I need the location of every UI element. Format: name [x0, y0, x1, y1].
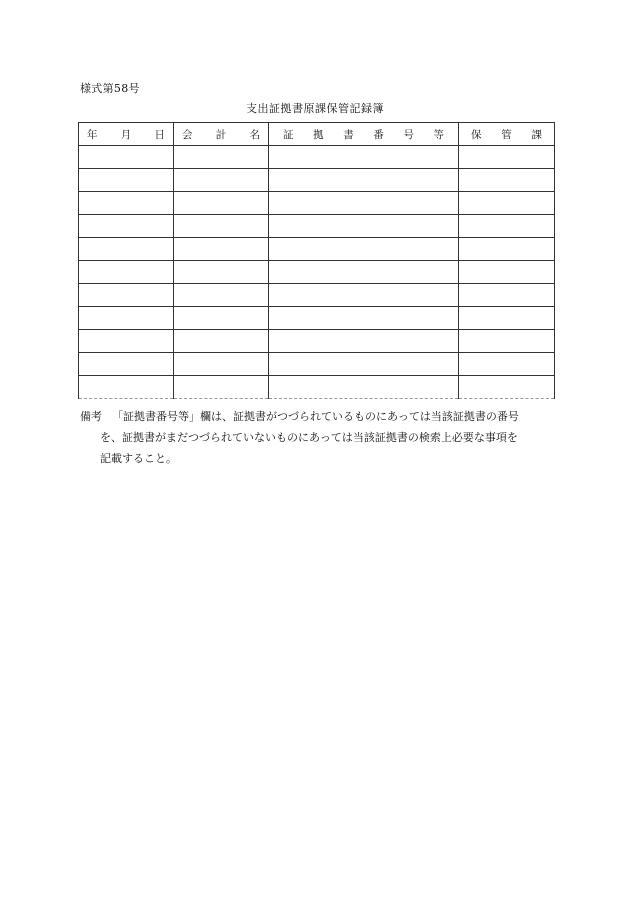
header-char: 書 — [343, 128, 354, 141]
cell-account-name[interactable] — [174, 238, 269, 261]
cell-voucher-number[interactable] — [269, 376, 459, 399]
cell-custody-section[interactable] — [459, 284, 555, 307]
table-row — [79, 215, 555, 238]
table-row — [79, 238, 555, 261]
cell-custody-section[interactable] — [459, 215, 555, 238]
header-account-name — [174, 123, 269, 146]
cell-custody-section[interactable] — [459, 353, 555, 376]
header-char: 保 — [471, 128, 482, 141]
header-char: 日 — [154, 128, 165, 141]
ledger-body — [79, 146, 555, 399]
header-char: 月 — [120, 128, 132, 141]
notes-line-2: を、証拠書がまだつづられていないものにあっては当該証拠書の検索上必要な事項を — [100, 431, 518, 444]
cell-date[interactable] — [79, 261, 174, 284]
cell-custody-section[interactable] — [459, 261, 555, 284]
ledger-table — [78, 122, 555, 399]
notes-line-1: 「証拠書番号等」欄は、証拠書がつづられているものにあっては当該証拠書の番号 — [112, 410, 519, 423]
cell-date[interactable] — [79, 169, 174, 192]
cell-voucher-number[interactable] — [269, 192, 459, 215]
cell-account-name[interactable] — [174, 192, 269, 215]
cell-custody-section[interactable] — [459, 330, 555, 353]
header-char: 計 — [215, 128, 227, 141]
cell-account-name[interactable] — [174, 376, 269, 399]
table-row — [79, 284, 555, 307]
notes-label: 備考 — [80, 410, 102, 423]
cell-voucher-number[interactable] — [269, 307, 459, 330]
cell-date[interactable] — [79, 146, 174, 169]
header-date — [79, 123, 174, 146]
notes-line-3: 記載すること。 — [100, 452, 177, 465]
table-row — [79, 146, 555, 169]
cell-account-name[interactable] — [174, 307, 269, 330]
cell-voucher-number[interactable] — [269, 353, 459, 376]
cell-account-name[interactable] — [174, 330, 269, 353]
cell-account-name[interactable] — [174, 169, 269, 192]
cell-account-name[interactable] — [174, 261, 269, 284]
header-char: 会 — [182, 128, 193, 141]
header-char: 管 — [501, 128, 512, 141]
header-char: 等 — [433, 128, 444, 141]
cell-custody-section[interactable] — [459, 238, 555, 261]
cell-date[interactable] — [79, 376, 174, 399]
header-char: 課 — [531, 128, 542, 141]
cell-account-name[interactable] — [174, 284, 269, 307]
table-row — [79, 169, 555, 192]
cell-account-name[interactable] — [174, 353, 269, 376]
cell-voucher-number[interactable] — [269, 146, 459, 169]
cell-account-name[interactable] — [174, 215, 269, 238]
header-char: 年 — [87, 128, 98, 141]
cell-date[interactable] — [79, 215, 174, 238]
cell-custody-section[interactable] — [459, 192, 555, 215]
cell-voucher-number[interactable] — [269, 169, 459, 192]
header-char: 証 — [283, 128, 294, 141]
table-row — [79, 330, 555, 353]
form-number: 様式第58号 — [80, 82, 140, 95]
table-row — [79, 192, 555, 215]
cell-account-name[interactable] — [174, 146, 269, 169]
cell-custody-section[interactable] — [459, 376, 555, 399]
cell-custody-section[interactable] — [459, 146, 555, 169]
document-title: 支出証拠書原課保管記録簿 — [246, 102, 384, 115]
header-char: 号 — [403, 128, 414, 141]
cell-custody-section[interactable] — [459, 169, 555, 192]
header-char: 拠 — [313, 128, 324, 141]
header-row — [79, 123, 555, 146]
header-custody-section — [459, 123, 555, 146]
table-row — [79, 353, 555, 376]
table-row — [79, 261, 555, 284]
cell-voucher-number[interactable] — [269, 215, 459, 238]
cell-voucher-number[interactable] — [269, 330, 459, 353]
header-voucher-number — [269, 123, 459, 146]
cell-date[interactable] — [79, 238, 174, 261]
cell-voucher-number[interactable] — [269, 261, 459, 284]
table-row — [79, 307, 555, 330]
header-char: 番 — [373, 128, 384, 141]
cell-date[interactable] — [79, 330, 174, 353]
cell-date[interactable] — [79, 192, 174, 215]
cell-date[interactable] — [79, 307, 174, 330]
cell-voucher-number[interactable] — [269, 284, 459, 307]
cell-custody-section[interactable] — [459, 307, 555, 330]
table-row — [79, 376, 555, 399]
cell-voucher-number[interactable] — [269, 238, 459, 261]
cell-date[interactable] — [79, 353, 174, 376]
header-char: 名 — [249, 128, 260, 141]
cell-date[interactable] — [79, 284, 174, 307]
